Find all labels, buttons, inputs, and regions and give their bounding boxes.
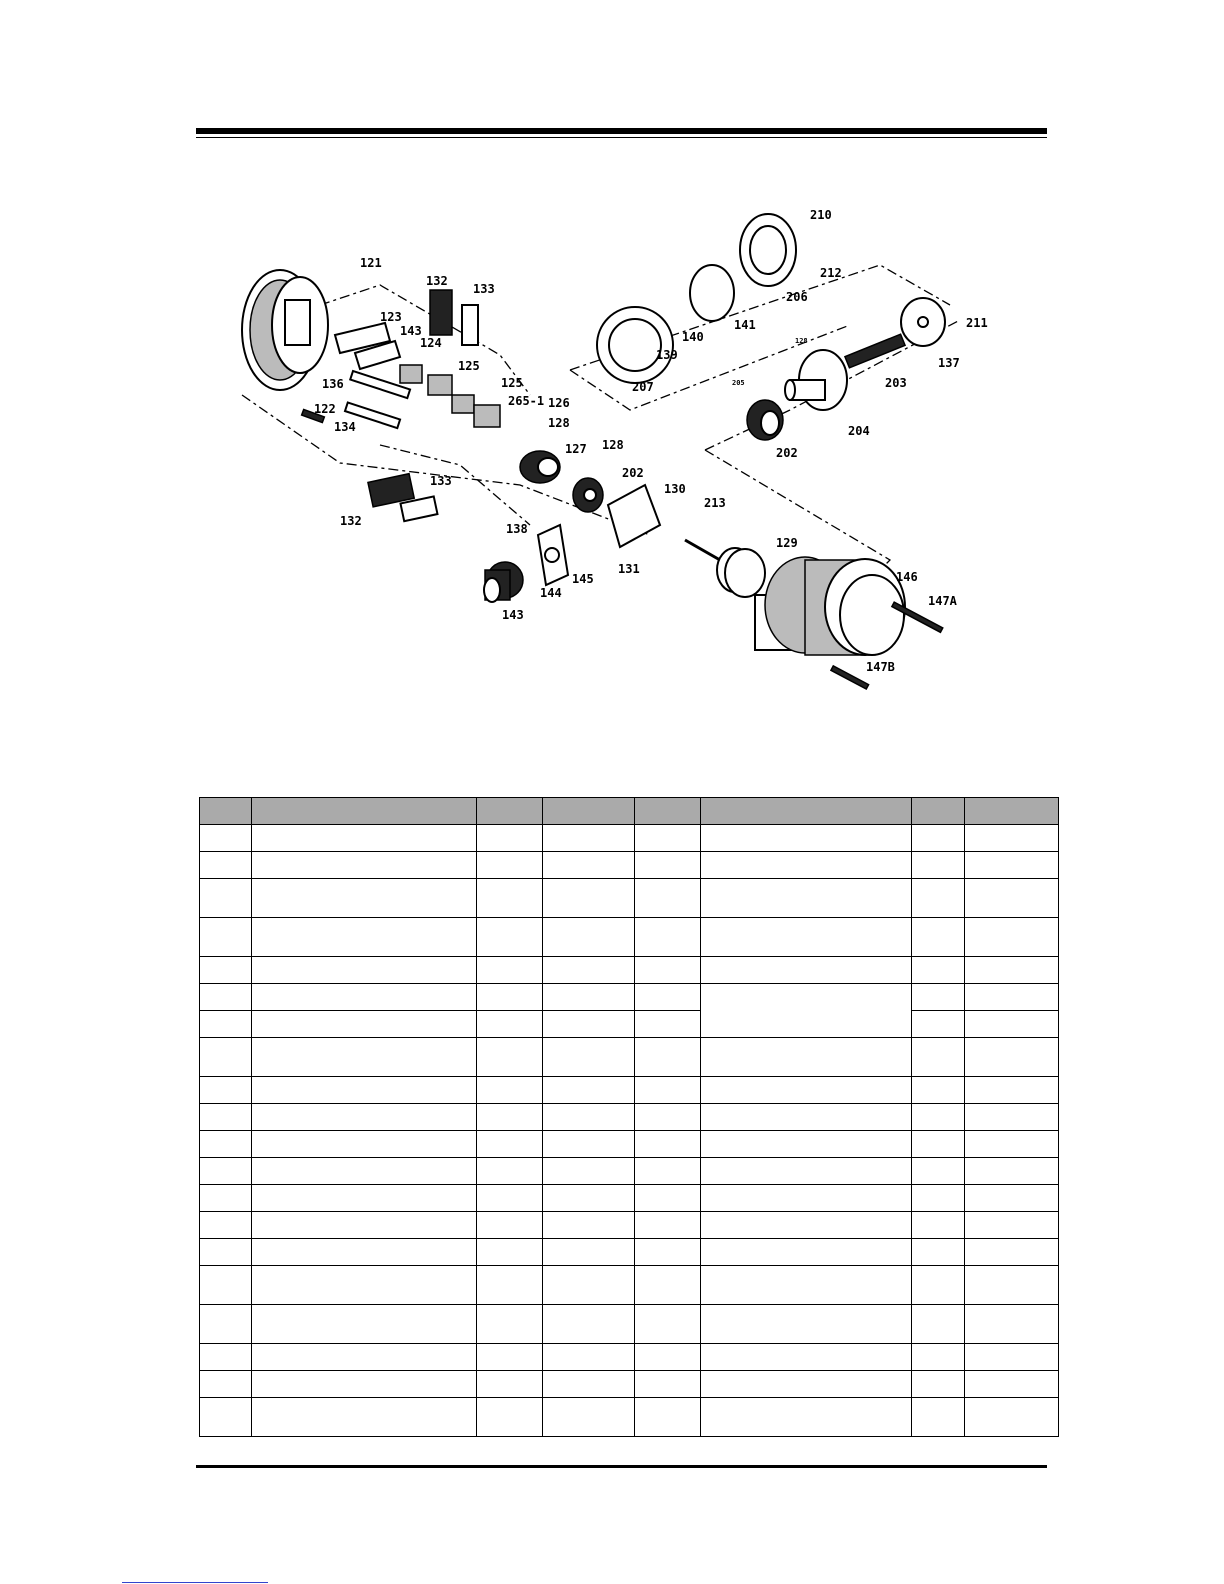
callout-label: 144 bbox=[540, 586, 562, 600]
bracket-144-icon bbox=[538, 525, 568, 585]
flange-ring-207-icon bbox=[597, 307, 673, 383]
footer-link-underline[interactable] bbox=[122, 1582, 268, 1583]
table-row bbox=[200, 1239, 1059, 1266]
callout-label: 121 bbox=[360, 256, 382, 270]
callout-label: 202 bbox=[622, 466, 644, 480]
table-header-row bbox=[200, 798, 1059, 825]
callout-label: 212 bbox=[820, 266, 842, 280]
table-row bbox=[200, 1011, 1059, 1038]
callout-label: 207 bbox=[632, 380, 654, 394]
gear-202-icon bbox=[573, 478, 603, 512]
table-row bbox=[200, 825, 1059, 852]
contact-plate-icon bbox=[335, 323, 400, 369]
exploded-parts-diagram bbox=[230, 195, 1030, 735]
callout-label: 141 bbox=[734, 318, 756, 332]
column-header bbox=[965, 798, 1059, 825]
header-rule-thin bbox=[196, 137, 1047, 138]
callout-label: 129 bbox=[776, 536, 798, 550]
table-row bbox=[200, 1305, 1059, 1344]
brush-holder-icon bbox=[400, 365, 500, 427]
callout-label: 202 bbox=[776, 446, 798, 460]
table-row bbox=[200, 852, 1059, 879]
callout-label: 145 bbox=[572, 572, 594, 586]
mount-plate-130-icon bbox=[608, 485, 660, 547]
table-row bbox=[200, 1371, 1059, 1398]
callout-label: 213 bbox=[704, 496, 726, 510]
output-flange-204-icon bbox=[785, 350, 847, 410]
callout-label: 132 bbox=[426, 274, 448, 288]
callout-label: 147B bbox=[866, 660, 895, 674]
callout-label: 205 bbox=[732, 379, 745, 387]
callout-label: 146 bbox=[896, 570, 918, 584]
column-header bbox=[701, 798, 912, 825]
callout-label: 138 bbox=[506, 522, 528, 536]
callout-label: 125 bbox=[458, 359, 480, 373]
callout-label: 147A bbox=[928, 594, 957, 608]
column-header bbox=[252, 798, 477, 825]
callout-label: 128 bbox=[548, 416, 570, 430]
terminal-block-icon bbox=[368, 474, 438, 521]
column-header bbox=[477, 798, 543, 825]
table-row bbox=[200, 1131, 1059, 1158]
callout-label: 143 bbox=[502, 608, 524, 622]
callout-label: 133 bbox=[473, 282, 495, 296]
column-header bbox=[635, 798, 701, 825]
table-row bbox=[200, 1104, 1059, 1131]
table-row bbox=[200, 984, 1059, 1011]
footer-rule bbox=[196, 1465, 1047, 1468]
callout-label: 128 bbox=[795, 337, 808, 345]
table-row bbox=[200, 918, 1059, 957]
flange-ring-206-icon bbox=[740, 214, 796, 286]
callout-label: 137 bbox=[938, 356, 960, 370]
callout-label: 128 bbox=[602, 438, 624, 452]
callout-label: 140 bbox=[682, 330, 704, 344]
coupling-143-icon bbox=[484, 562, 523, 602]
callout-label: 265-1 bbox=[508, 394, 545, 408]
bolt-147b-icon bbox=[831, 666, 869, 689]
table-row bbox=[200, 957, 1059, 984]
motor-146-icon bbox=[755, 557, 905, 655]
gear-127-icon bbox=[520, 451, 560, 483]
callout-label: 122 bbox=[314, 402, 336, 416]
column-header bbox=[200, 798, 252, 825]
callout-label: 123 bbox=[380, 310, 402, 324]
callout-label: 203 bbox=[885, 376, 907, 390]
table-row bbox=[200, 1038, 1059, 1077]
callout-label: 132 bbox=[340, 514, 362, 528]
callout-label: 143 bbox=[400, 324, 422, 338]
table-row bbox=[200, 1266, 1059, 1305]
header-rule-thick bbox=[196, 128, 1047, 134]
table-row bbox=[200, 879, 1059, 918]
callout-label: 124 bbox=[420, 336, 442, 350]
callout-label: 134 bbox=[334, 420, 356, 434]
table-row bbox=[200, 1077, 1059, 1104]
callout-label: 206 bbox=[786, 290, 808, 304]
callout-label: 125 bbox=[501, 376, 523, 390]
encoder-129-icon bbox=[685, 540, 765, 597]
gearbox-housing-121-icon bbox=[242, 270, 328, 390]
spline-shaft-203-icon bbox=[845, 334, 905, 368]
column-header bbox=[543, 798, 635, 825]
callout-label: 204 bbox=[848, 424, 870, 438]
callout-label: 139 bbox=[656, 348, 678, 362]
gear-202-icon bbox=[747, 400, 783, 440]
callout-label: 130 bbox=[664, 482, 686, 496]
column-header bbox=[912, 798, 965, 825]
callout-label: 126 bbox=[548, 396, 570, 410]
callout-label: 211 bbox=[966, 316, 988, 330]
cover-disk-137-icon bbox=[901, 298, 945, 346]
callout-label: 131 bbox=[618, 562, 640, 576]
table-row bbox=[200, 1398, 1059, 1437]
callout-label: 127 bbox=[565, 442, 587, 456]
callout-label: 133 bbox=[430, 474, 452, 488]
table-row bbox=[200, 1185, 1059, 1212]
table-row bbox=[200, 1158, 1059, 1185]
callout-label: 210 bbox=[810, 208, 832, 222]
table-row bbox=[200, 1344, 1059, 1371]
table-row bbox=[200, 1212, 1059, 1239]
parts-list-table bbox=[199, 797, 1059, 1437]
callout-label: 136 bbox=[322, 377, 344, 391]
cover-disk-141-icon bbox=[690, 265, 734, 321]
